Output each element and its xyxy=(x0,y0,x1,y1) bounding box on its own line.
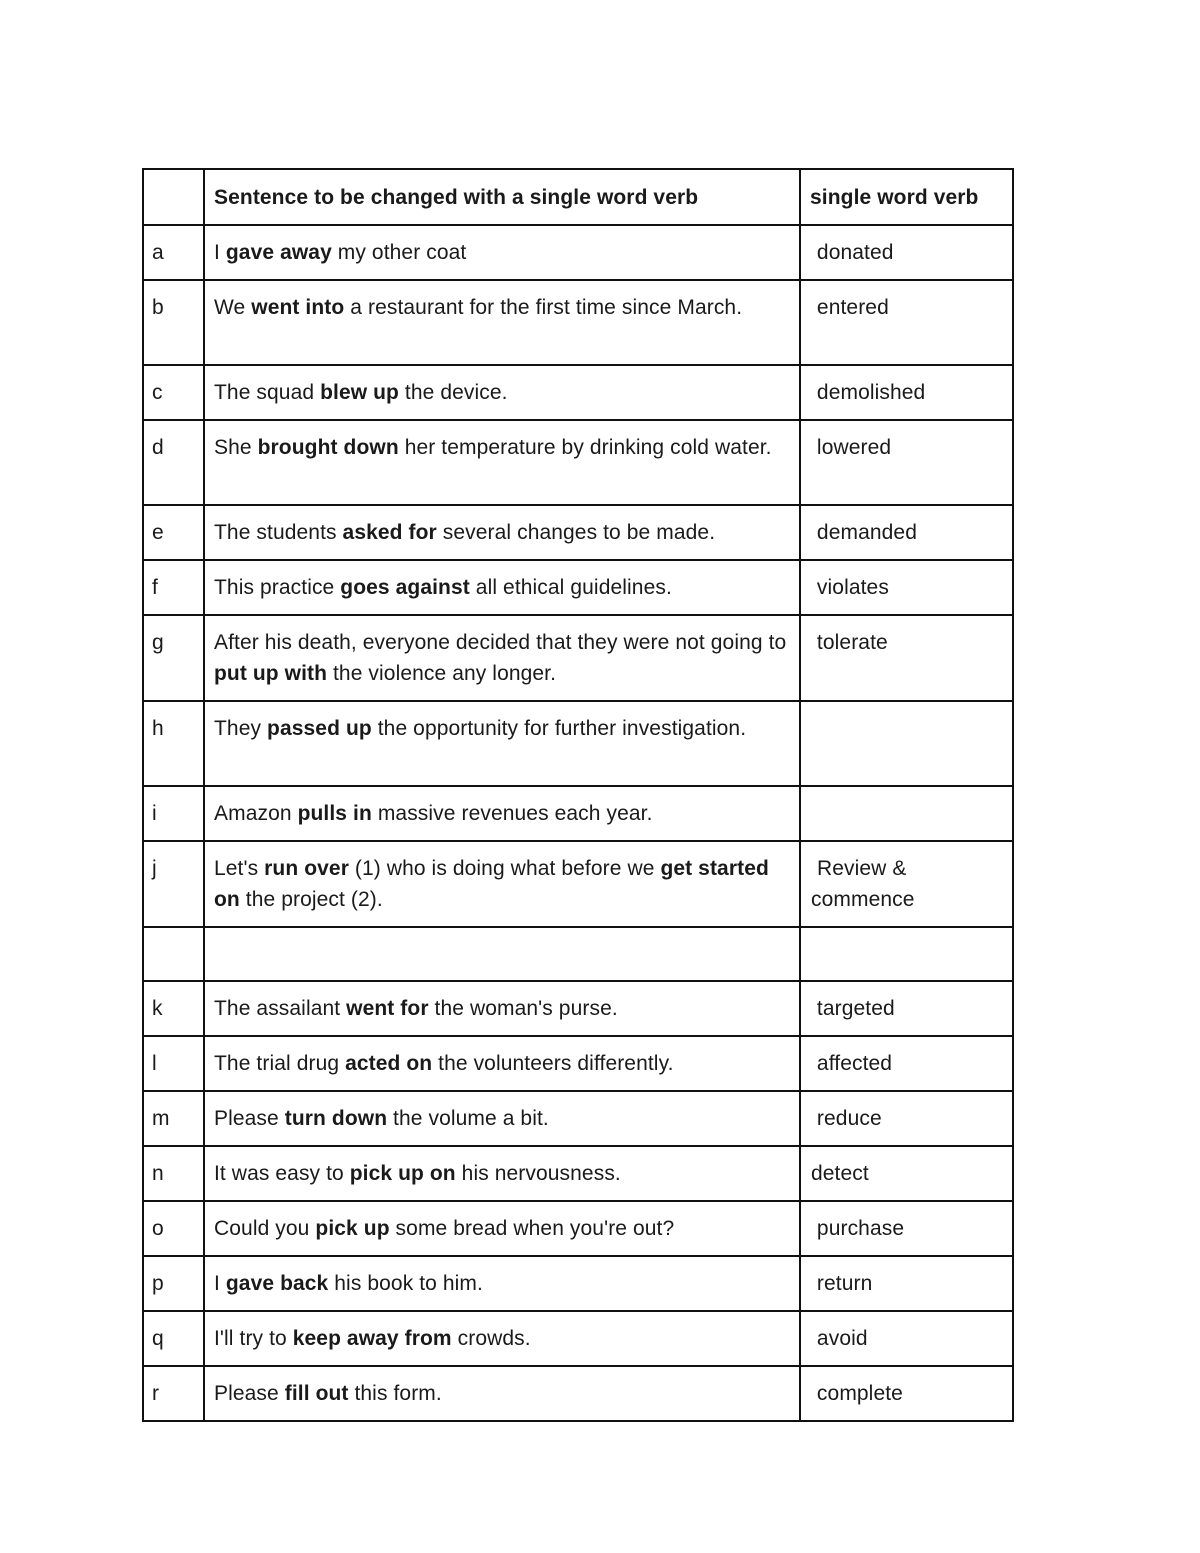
table-header-row xyxy=(143,169,1013,225)
row-sentence: They passed up the opportunity for further investigation. xyxy=(204,701,800,786)
row-verb: purchase xyxy=(800,1201,1013,1256)
row-sentence: Could you pick up some bread when you're out? xyxy=(204,1201,800,1256)
row-verb: affected xyxy=(800,1036,1013,1091)
table-row xyxy=(143,615,1013,701)
phrasal-verb: pick up xyxy=(315,1217,390,1240)
phrasal-verb: asked for xyxy=(342,521,437,544)
row-letter: j xyxy=(143,841,204,927)
header-letter xyxy=(143,169,204,225)
row-verb: return xyxy=(800,1256,1013,1311)
row-sentence: Please turn down the volume a bit. xyxy=(204,1091,800,1146)
row-sentence: The squad blew up the device. xyxy=(204,365,800,420)
table-row xyxy=(143,1036,1013,1091)
row-letter: m xyxy=(143,1091,204,1146)
table-row xyxy=(143,365,1013,420)
phrasal-verb: keep away from xyxy=(292,1327,452,1350)
phrasal-verb: run over xyxy=(264,857,349,880)
row-letter: b xyxy=(143,280,204,365)
row-letter: a xyxy=(143,225,204,280)
table-row xyxy=(143,225,1013,280)
table-row xyxy=(143,560,1013,615)
table-row xyxy=(143,981,1013,1036)
phrasal-verb: gave away xyxy=(225,241,332,264)
table-row xyxy=(143,1201,1013,1256)
row-verb: complete xyxy=(800,1366,1013,1421)
table-row xyxy=(143,1311,1013,1366)
row-letter: h xyxy=(143,701,204,786)
row-sentence: Please fill out this form. xyxy=(204,1366,800,1421)
row-sentence: Amazon pulls in massive revenues each year. xyxy=(204,786,800,841)
row-sentence: It was easy to pick up on his nervousness. xyxy=(204,1146,800,1201)
row-sentence: I gave back his book to him. xyxy=(204,1256,800,1311)
row-verb: donated xyxy=(800,225,1013,280)
row-letter: f xyxy=(143,560,204,615)
row-letter: r xyxy=(143,1366,204,1421)
row-sentence: After his death, everyone decided that they were not going to put up with the violence any longer. xyxy=(204,615,800,701)
table-row xyxy=(143,420,1013,505)
row-letter: d xyxy=(143,420,204,505)
table-row xyxy=(143,1366,1013,1421)
row-verb: demolished xyxy=(800,365,1013,420)
table-row-empty xyxy=(143,927,1013,981)
row-letter: e xyxy=(143,505,204,560)
table-row xyxy=(143,701,1013,786)
row-letter: p xyxy=(143,1256,204,1311)
phrasal-verb: put up with xyxy=(214,662,328,685)
phrasal-verb: acted on xyxy=(345,1052,433,1075)
row-verb: reduce xyxy=(800,1091,1013,1146)
phrasal-verb: blew up xyxy=(320,381,399,404)
row-verb: targeted xyxy=(800,981,1013,1036)
row-verb xyxy=(800,927,1013,981)
row-letter: l xyxy=(143,1036,204,1091)
table-row xyxy=(143,786,1013,841)
header-sentence: Sentence to be changed with a single word verb xyxy=(204,169,800,225)
row-verb: lowered xyxy=(800,420,1013,505)
row-sentence: Let's run over (1) who is doing what before we get started on the project (2). xyxy=(204,841,800,927)
row-sentence: The trial drug acted on the volunteers differently. xyxy=(204,1036,800,1091)
header-verb: single word verb xyxy=(800,169,1013,225)
phrasal-verb: went for xyxy=(346,997,429,1020)
row-sentence: This practice goes against all ethical guidelines. xyxy=(204,560,800,615)
phrasal-verb: pulls in xyxy=(297,802,372,825)
row-sentence: I'll try to keep away from crowds. xyxy=(204,1311,800,1366)
row-verb: entered xyxy=(800,280,1013,365)
phrasal-verb-table xyxy=(142,168,1014,1422)
row-sentence: I gave away my other coat xyxy=(204,225,800,280)
phrasal-verb: brought down xyxy=(257,436,399,459)
phrasal-verb: turn down xyxy=(284,1107,388,1130)
phrasal-verb: went into xyxy=(251,296,345,319)
phrasal-verb: gave back xyxy=(225,1272,329,1295)
row-letter: n xyxy=(143,1146,204,1201)
row-verb: violates xyxy=(800,560,1013,615)
row-sentence: The students asked for several changes to be made. xyxy=(204,505,800,560)
row-letter: g xyxy=(143,615,204,701)
row-verb: tolerate xyxy=(800,615,1013,701)
table-row xyxy=(143,280,1013,365)
row-verb: avoid xyxy=(800,1311,1013,1366)
row-verb xyxy=(800,786,1013,841)
row-verb: demanded xyxy=(800,505,1013,560)
table-row xyxy=(143,505,1013,560)
row-letter: i xyxy=(143,786,204,841)
row-sentence: She brought down her temperature by drinking cold water. xyxy=(204,420,800,505)
phrasal-verb: fill out xyxy=(284,1382,349,1405)
row-sentence: The assailant went for the woman's purse. xyxy=(204,981,800,1036)
table-row xyxy=(143,1146,1013,1201)
phrasal-verb: pick up on xyxy=(349,1162,456,1185)
table-row xyxy=(143,1091,1013,1146)
row-sentence: We went into a restaurant for the first time since March. xyxy=(204,280,800,365)
phrasal-verb: get started on xyxy=(214,857,769,911)
table-row xyxy=(143,1256,1013,1311)
row-verb xyxy=(800,701,1013,786)
phrasal-verb: goes against xyxy=(340,576,470,599)
row-letter xyxy=(143,927,204,981)
row-verb: Review & commence xyxy=(800,841,1013,927)
row-letter: o xyxy=(143,1201,204,1256)
table-row xyxy=(143,841,1013,927)
row-sentence xyxy=(204,927,800,981)
phrasal-verb: passed up xyxy=(267,717,372,740)
row-verb: detect xyxy=(800,1146,1013,1201)
row-letter: k xyxy=(143,981,204,1036)
row-letter: q xyxy=(143,1311,204,1366)
row-letter: c xyxy=(143,365,204,420)
